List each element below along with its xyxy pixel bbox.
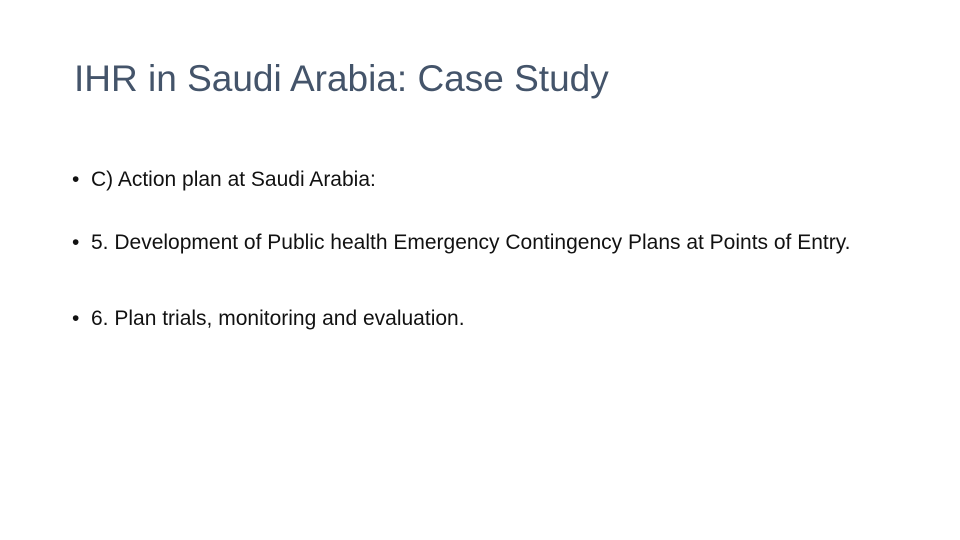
bullet-text: C) Action plan at Saudi Arabia:: [91, 168, 376, 191]
bullet-item: [72, 218, 892, 268]
bullet-list: [72, 164, 892, 370]
bullet-text: 6. Plan trials, monitoring and evaluation.: [91, 307, 465, 330]
bullet-text: 5. Development of Public health Emergency Contingency Plans at Points of Entry.: [91, 231, 851, 254]
bullet-item: [72, 294, 892, 344]
bullet-item: [72, 164, 892, 196]
bullet-marker: •: [72, 168, 80, 191]
bullet-marker: •: [72, 231, 80, 254]
slide-title: IHR in Saudi Arabia: Case Study: [74, 58, 609, 99]
bullet-marker: •: [72, 307, 80, 330]
